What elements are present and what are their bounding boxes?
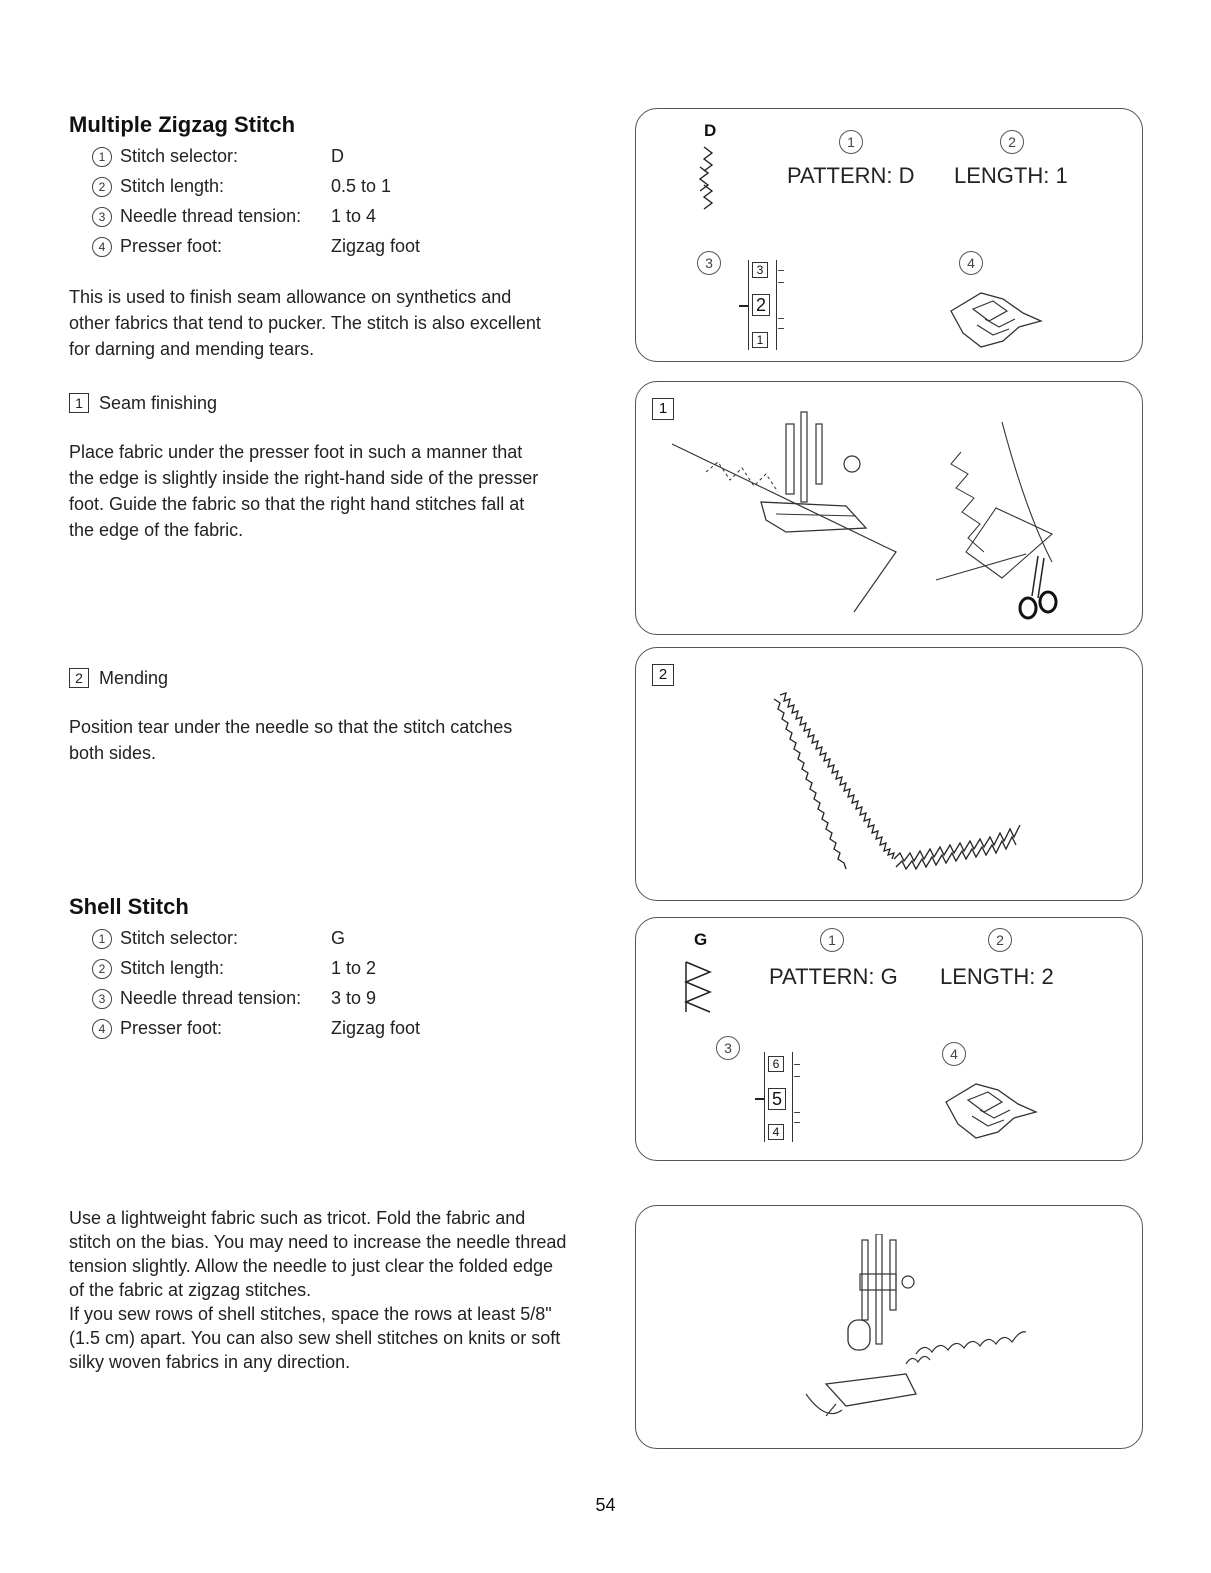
- mending-stitch-illustration: [766, 683, 1036, 883]
- setting-label: Stitch selector:: [120, 146, 239, 166]
- marker-1: 1: [820, 928, 844, 952]
- setting-value: Zigzag foot: [331, 236, 421, 256]
- pattern-label: PATTERN: D: [787, 163, 915, 188]
- setting-value: G: [331, 928, 346, 948]
- setting-label: Stitch length:: [120, 958, 225, 978]
- mending-heading: 2 Mending: [69, 668, 168, 689]
- shell-description: Use a lightweight fabric such as tricot. Fold the fabric and stitch on the bias. You may need to increase the needle thread tension slightly. Allow the needle to just clear the folded edge of the fabric at zigzag stitches. If you sew rows of shell stitches, space the rows at least 5/8" (1.5 cm) apart. You can also sew shell stitches on knits or soft silky woven fabrics in any direction.: [69, 1208, 567, 1372]
- marker-2: 2: [988, 928, 1012, 952]
- shell-stitch-icon: [682, 960, 716, 1018]
- setting-label: Presser foot:: [120, 236, 223, 256]
- setting-value: 0.5 to 1: [331, 176, 392, 196]
- setting-label: Stitch selector:: [120, 928, 239, 948]
- dial-number: 1: [752, 332, 768, 348]
- seam-finishing-heading: 1 Seam finishing: [69, 393, 217, 414]
- mending-text: Position tear under the needle so that the stitch catches both sides.: [69, 717, 513, 763]
- zigzag-presser-foot-icon: [941, 289, 1051, 354]
- dial-number-selected: 5: [768, 1088, 786, 1110]
- mending-panel: [635, 647, 1143, 901]
- marker-4: 4: [959, 251, 983, 275]
- dial-number: 6: [768, 1056, 784, 1072]
- section-title-shell: Shell Stitch: [69, 894, 189, 919]
- marker-3: 3: [716, 1036, 740, 1060]
- zigzag-setting-row: [92, 236, 222, 257]
- setting-value: 3 to 9: [331, 988, 377, 1008]
- pattern-label: PATTERN: G: [769, 964, 898, 989]
- shell-setting-row: [92, 958, 224, 979]
- step-number-box: 1: [69, 393, 89, 413]
- step-number-box: 2: [69, 668, 89, 688]
- number-marker: 2: [92, 177, 112, 197]
- number-marker: 3: [92, 989, 112, 1009]
- marker-4: 4: [942, 1042, 966, 1066]
- zigzag-presser-foot-icon: [936, 1080, 1046, 1145]
- setting-label: Needle thread tension:: [120, 988, 302, 1008]
- shell-setting-row: [92, 1018, 222, 1039]
- multiple-zigzag-stitch-icon: [694, 145, 724, 211]
- setting-label: Stitch length:: [120, 176, 225, 196]
- shell-stitch-sewing-illustration: [786, 1234, 1046, 1434]
- length-label: LENGTH: 2: [940, 964, 1054, 989]
- marker-2: 2: [1000, 130, 1024, 154]
- zigzag-setting-row: [92, 146, 238, 167]
- zigzag-description: This is used to finish seam allowance on synthetics and other fabrics that tend to pucker. The stitch is also excellent for darning and mending tears.: [69, 287, 541, 359]
- number-marker: 4: [92, 1019, 112, 1039]
- page-number: 54: [595, 1495, 616, 1515]
- section-title-zigzag: Multiple Zigzag Stitch: [69, 112, 296, 137]
- dial-number: 3: [752, 262, 768, 278]
- shell-setting-row: [92, 988, 301, 1009]
- seam-finishing-illustration: [666, 402, 1126, 627]
- marker-1: 1: [839, 130, 863, 154]
- setting-label: Presser foot:: [120, 1018, 223, 1038]
- zigzag-setting-row: [92, 206, 301, 227]
- setting-label: Needle thread tension:: [120, 206, 302, 226]
- number-marker: 1: [92, 929, 112, 949]
- step-number-box: 2: [652, 664, 674, 686]
- shell-settings-panel: [635, 917, 1143, 1161]
- length-label: LENGTH: 1: [954, 163, 1068, 188]
- number-marker: 1: [92, 147, 112, 167]
- shell-setting-row: [92, 928, 238, 949]
- marker-3: 3: [697, 251, 721, 275]
- number-marker: 3: [92, 207, 112, 227]
- setting-value: 1 to 4: [331, 206, 377, 226]
- zigzag-settings-panel: [635, 108, 1143, 362]
- zigzag-setting-row: [92, 176, 224, 197]
- seam-finishing-panel: [635, 381, 1143, 635]
- number-marker: 4: [92, 237, 112, 257]
- setting-value: Zigzag foot: [331, 1018, 421, 1038]
- seam-finishing-text: Place fabric under the presser foot in such a manner that the edge is slightly inside the right-hand side of the presser foot. Guide the fabric so that the right hand stitches fall at the edge of the fabric.: [69, 442, 539, 540]
- shell-sewing-panel: [635, 1205, 1143, 1449]
- pattern-letter: G: [694, 930, 708, 949]
- step-number-box: 1: [652, 398, 674, 420]
- setting-value: 1 to 2: [331, 958, 377, 978]
- dial-number: 4: [768, 1124, 784, 1140]
- number-marker: 2: [92, 959, 112, 979]
- dial-number-selected: 2: [752, 294, 770, 316]
- setting-value: D: [331, 146, 344, 166]
- pattern-letter: D: [704, 121, 717, 140]
